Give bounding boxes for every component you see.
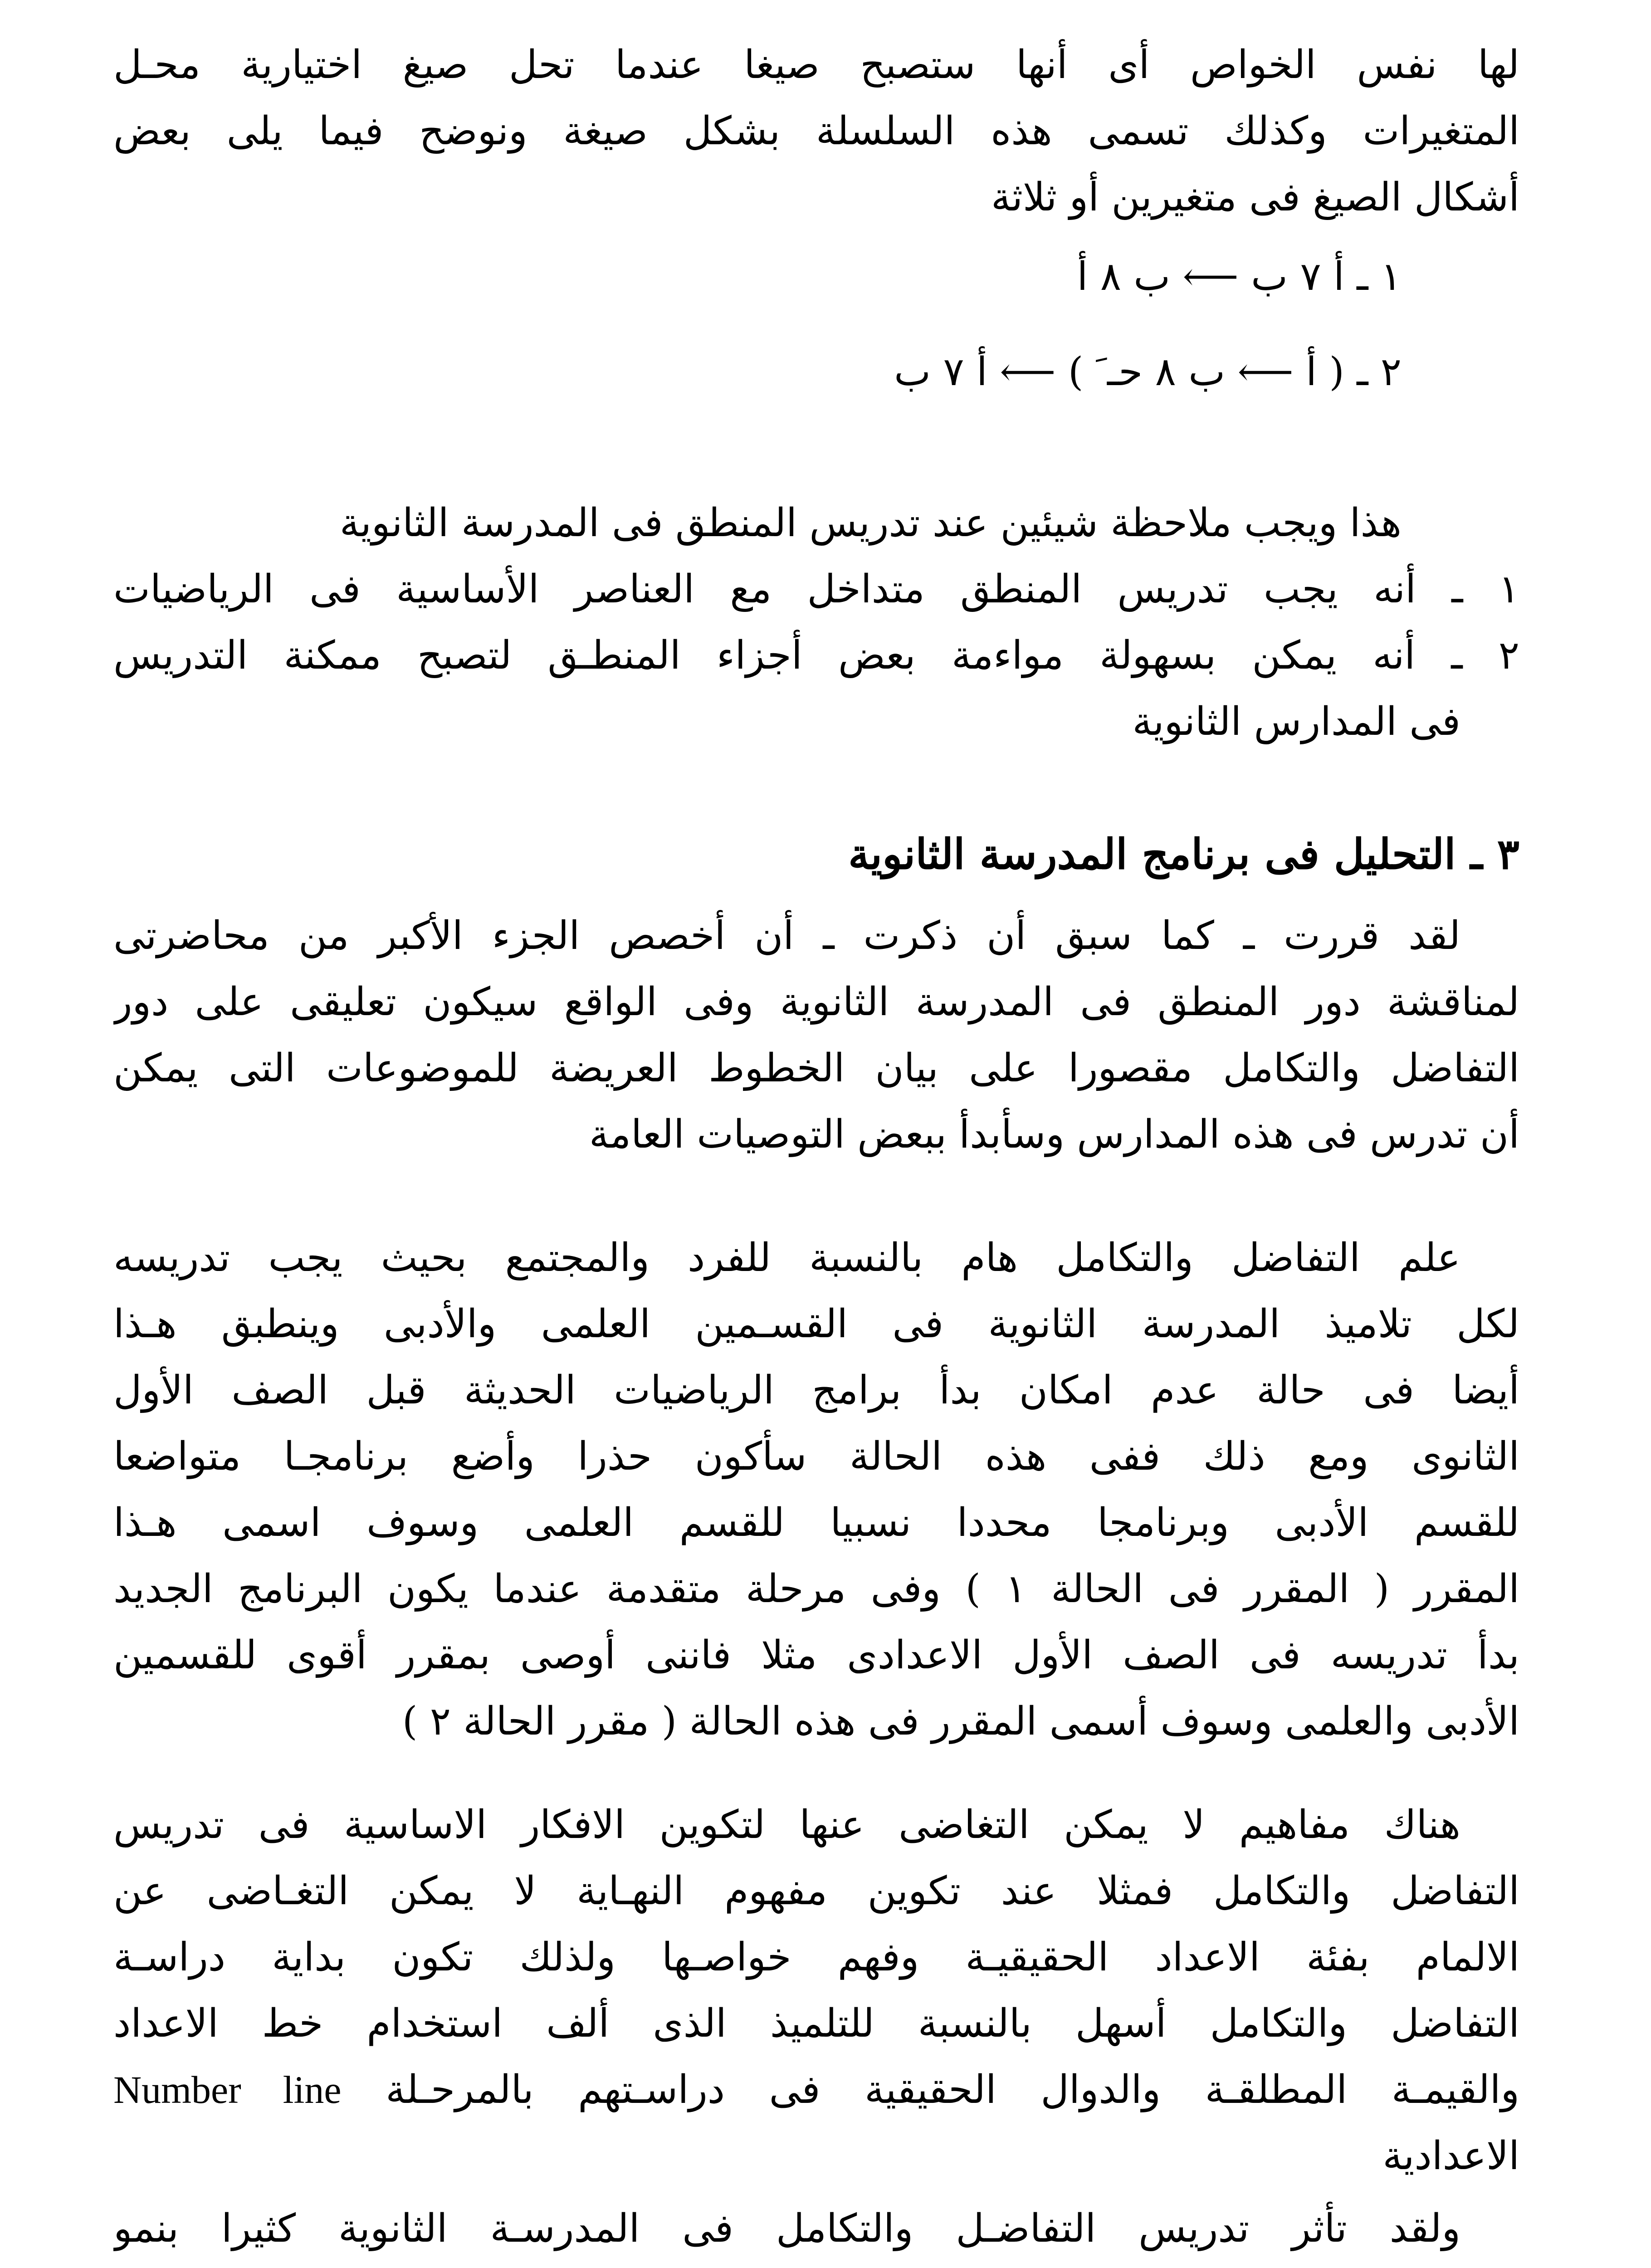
latin-term-number-line: Number line [113,2068,342,2112]
text-line: أن تدرس فى هذه المدارس وسأبدأ ببعض التوصيات العامة [589,1112,1519,1157]
text-line: ٢ ـ أنه يمكن بسهولة مواءمة بعض أجزاء المنطـق لتصبح ممكنة التدريس [113,633,1519,678]
paragraph-4 [113,2195,1519,2268]
document-page [113,32,1519,2268]
text-line: علم التفاضل والتكامل هام بالنسبة للفرد والمجتمع بحيث يجب تدريسه [113,1235,1460,1281]
text-line: لكل تلاميذ المدرسة الثانوية فى القسـمين العلمى والأدبى وينطبق هـذا [113,1301,1519,1347]
formula-2: ٢ ـ ( أ ⟵ ب ٨ حـ َ ) ⟵ أ ٧ ب [894,349,1402,395]
intro-paragraph [113,32,1519,230]
text-line: الثانوى ومع ذلك ففى هذه الحالة سأكون حذرا وأضع برنامجـا متواضعا [113,1434,1519,1479]
text-line: لها نفس الخواص أى أنها ستصبح صيغا عندما تحل صيغ اختيارية محـل [113,42,1519,88]
text-line: الاعدادية [1382,2133,1519,2179]
text-line: لقد قررت ـ كما سبق أن ذكرت ـ أن أخصص الجزء الأكبر من محاضرتى [113,913,1460,958]
text-line: ١ ـ أنه يجب تدريس المنطق متداخل مع العناصر الأساسية فى الرياضيات [113,567,1519,612]
section-heading: ٣ ـ التحليل فى برنامج المدرسة الثانوية [848,830,1519,879]
text-line: المتغيرات وكذلك تسمى هذه السلسلة بشكل صيغة ونوضح فيما يلى بعض [113,108,1519,154]
text-line: التفاضل والتكامل فمثلا عند تكوين مفهوم النهـاية لا يمكن التغـاضى عن [113,1868,1519,1914]
text-line: التفاضل والتكامل مقصورا على بيان الخطوط العريضة للموضوعات التى يمكن [113,1046,1519,1091]
text-line: لمناقشة دور المنطق فى المدرسة الثانوية وفى الواقع سيكون تعليقى على دور [113,979,1519,1025]
text-line: ولقد تأثر تدريس التفاضـل والتكامل فى المدرسـة الثانوية كثيرا بنمو [113,2206,1460,2251]
line-arabic-part: والقيمـة المطلقـة والدوال الحقيقية فى دراسـتهم بالمرحـلة [386,2067,1519,2112]
paragraph-2 [113,1225,1519,1755]
text-line: هذا ويجب ملاحظة شيئين عند تدريس المنطق فى المدرسة الثانوية [339,500,1402,546]
text-line: المقرر ( المقرر فى الحالة ١ ) وفى مرحلة متقدمة عندما يكون البرنامج الجديد [113,1566,1519,1612]
formula-1: ١ ـ أ ٧ ب ⟵ ب ٨ أ [1077,254,1402,299]
text-line: هناك مفاهيم لا يمكن التغاضى عنها لتكوين الافكار الاساسية فى تدريس [113,1802,1460,1848]
text-line [113,2262,1519,2268]
text-line: التفاضل والتكامل أسهل بالنسبة للتلميذ الذى ألف استخدام خط الاعداد [113,2001,1519,2046]
text-line: الأدبى والعلمى وسوف أسمى المقرر فى هذه الحالة ( مقرر الحالة ٢ ) [402,1699,1519,1744]
text-line: بدأ تدريسه فى الصف الأول الاعدادى مثلا فاننى أوصى بمقرر أقوى للقسمين [113,1633,1519,1678]
text-line: أيضا فى حالة عدم امكان بدأ برامج الرياضيات الحديثة قبل الصف الأول [113,1368,1519,1413]
notes-paragraph [113,490,1519,755]
text-line: أشكال الصيغ فى متغيرين أو ثلاثة [991,175,1519,220]
text-line: فى المدارس الثانوية [1132,699,1460,744]
text-line: للقسم الأدبى وبرنامجا محددا نسبيا للقسم العلمى وسوف اسمى هـذا [113,1500,1519,1545]
text-line-with-latin [113,2057,1519,2123]
paragraph-1 [113,903,1519,1168]
paragraph-3 [113,1792,1519,2189]
section-heading-block [113,821,1519,887]
text-line: الالمام بفئة الاعداد الحقيقيـة وفهم خواصـها ولذلك تكون بداية دراسـة [113,1935,1519,1980]
